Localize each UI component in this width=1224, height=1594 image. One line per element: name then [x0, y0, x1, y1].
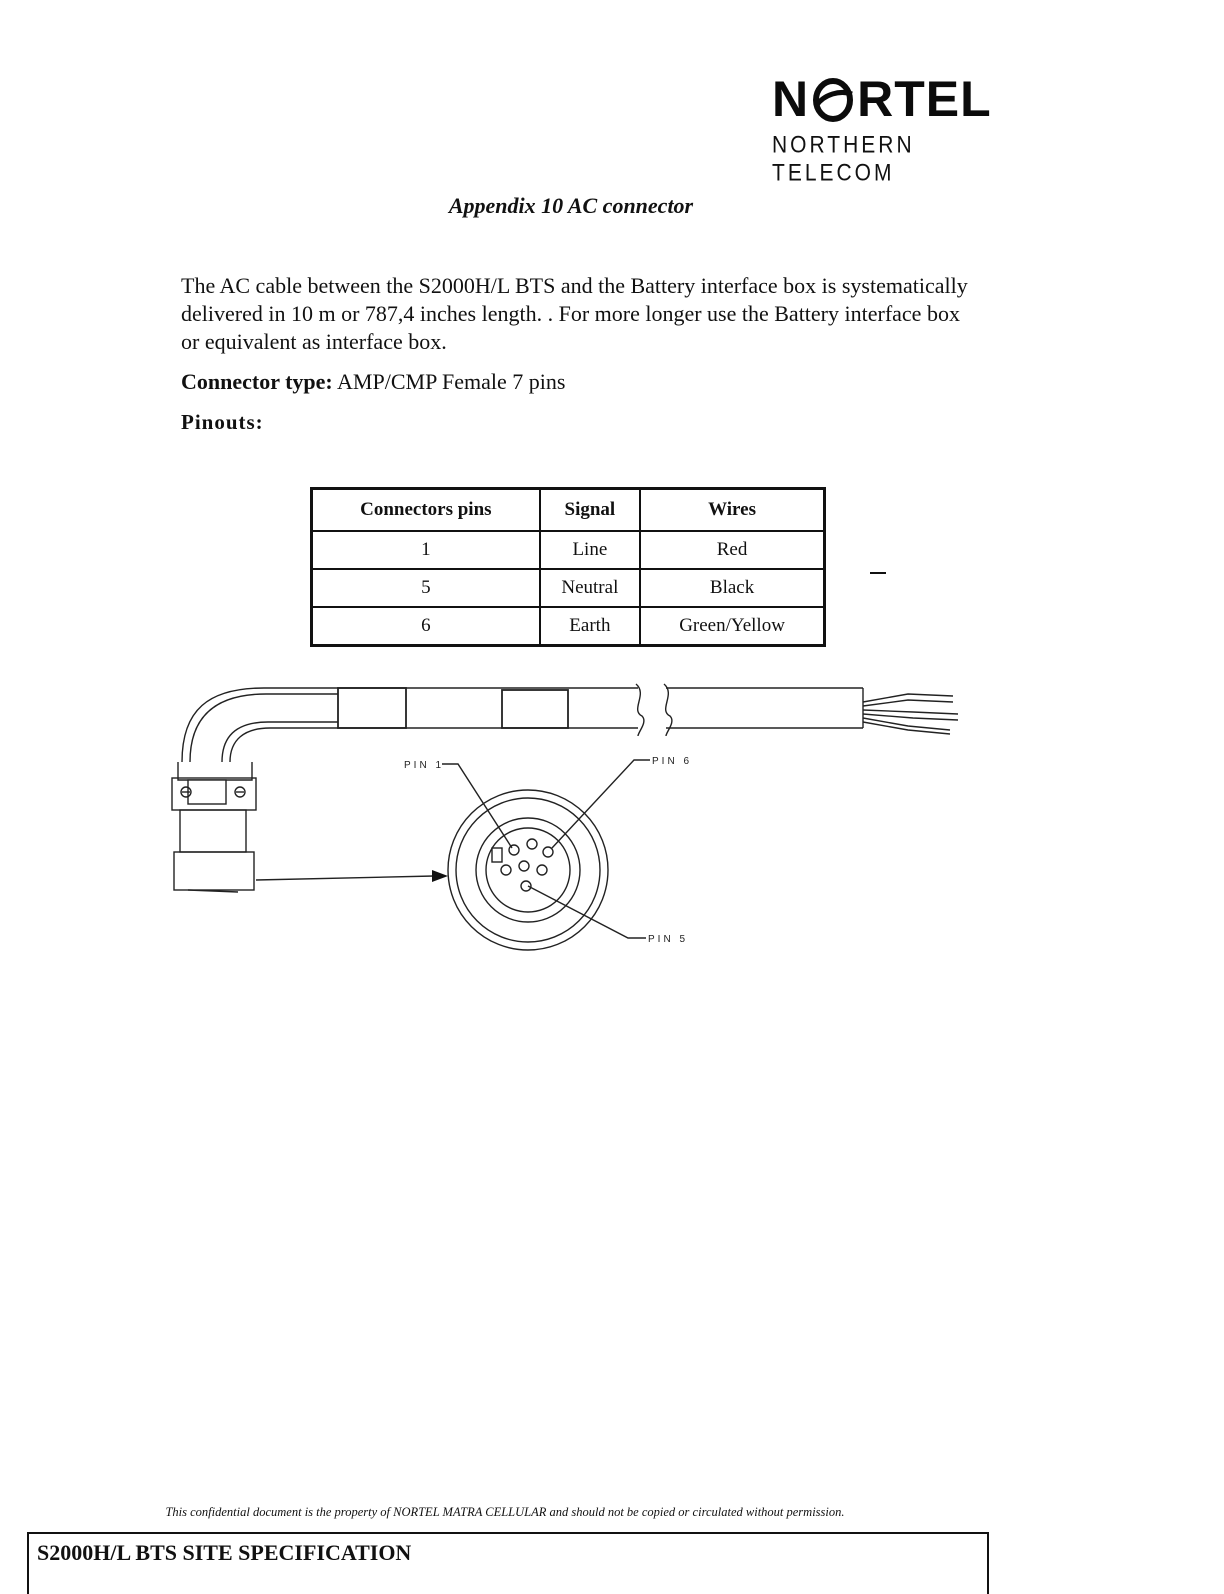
- logo-subtitle: NORTHERN TELECOM: [772, 132, 915, 187]
- pinout-table: [310, 487, 826, 647]
- page-heading: Appendix 10 AC connector: [448, 193, 694, 218]
- connector-diagram: [168, 680, 968, 960]
- cable-body: [338, 688, 863, 728]
- globe-icon: [810, 76, 856, 122]
- logo-wordmark: [772, 72, 1012, 126]
- connector-type-line: [181, 369, 565, 395]
- confidential-note: This confidential document is the property of NORTEL MATRA CELLULAR and should not be copied or circulated without permission.: [165, 1505, 845, 1519]
- table-cell: Neutral: [540, 569, 640, 607]
- pin1-label: PIN 1: [404, 760, 445, 771]
- connector-type-value: AMP/CMP Female 7 pins: [337, 369, 566, 394]
- nortel-logo: [772, 71, 1012, 187]
- wire-ends: [863, 694, 958, 734]
- table-cell: Red: [640, 531, 824, 569]
- pin-hole: [537, 865, 547, 875]
- column-header: Connectors pins: [312, 489, 540, 532]
- table-cell: 1: [312, 531, 540, 569]
- table-cell: Black: [640, 569, 824, 607]
- table-cell: 5: [312, 569, 540, 607]
- document-title: S2000H/L BTS SITE SPECIFICATION: [37, 1540, 412, 1565]
- pointer-arrow: [256, 876, 434, 880]
- connector-body: [172, 762, 256, 892]
- cable-sleeve: [502, 690, 568, 728]
- table-header-row: [312, 489, 825, 532]
- connector-type-label: Connector type:: [181, 369, 333, 394]
- table-row: [312, 531, 825, 569]
- table-row: [312, 569, 825, 607]
- column-header: Wires: [640, 489, 824, 532]
- table-cell: 6: [312, 607, 540, 646]
- table-cell: Line: [540, 531, 640, 569]
- pin1-leader: [442, 764, 512, 848]
- pin-hole: [501, 865, 511, 875]
- table-cell: Green/Yellow: [640, 607, 824, 646]
- column-header: Signal: [540, 489, 640, 532]
- pin-hole: [519, 861, 529, 871]
- table-cell: Earth: [540, 607, 640, 646]
- logo-letters-rtel: RTEL: [857, 71, 992, 127]
- stray-dash: [870, 572, 886, 574]
- footer-title-box: [27, 1532, 989, 1594]
- pin5-label: PIN 5: [648, 934, 689, 945]
- pinouts-label: Pinouts:: [181, 410, 264, 434]
- cable-bend: [182, 688, 338, 762]
- pin6-label: PIN 6: [652, 756, 693, 767]
- logo-letter-n: N: [772, 71, 810, 127]
- cable-sleeve: [338, 688, 406, 728]
- table-row: [312, 607, 825, 646]
- intro-paragraph: The AC cable between the S2000H/L BTS and the Battery interface box is systematically delivered in 10 m or 787,4 inches length. . For more longer use the Battery interface box or equivalent as interface box.: [181, 273, 968, 354]
- pin-hole: [527, 839, 537, 849]
- pin-hole: [543, 847, 553, 857]
